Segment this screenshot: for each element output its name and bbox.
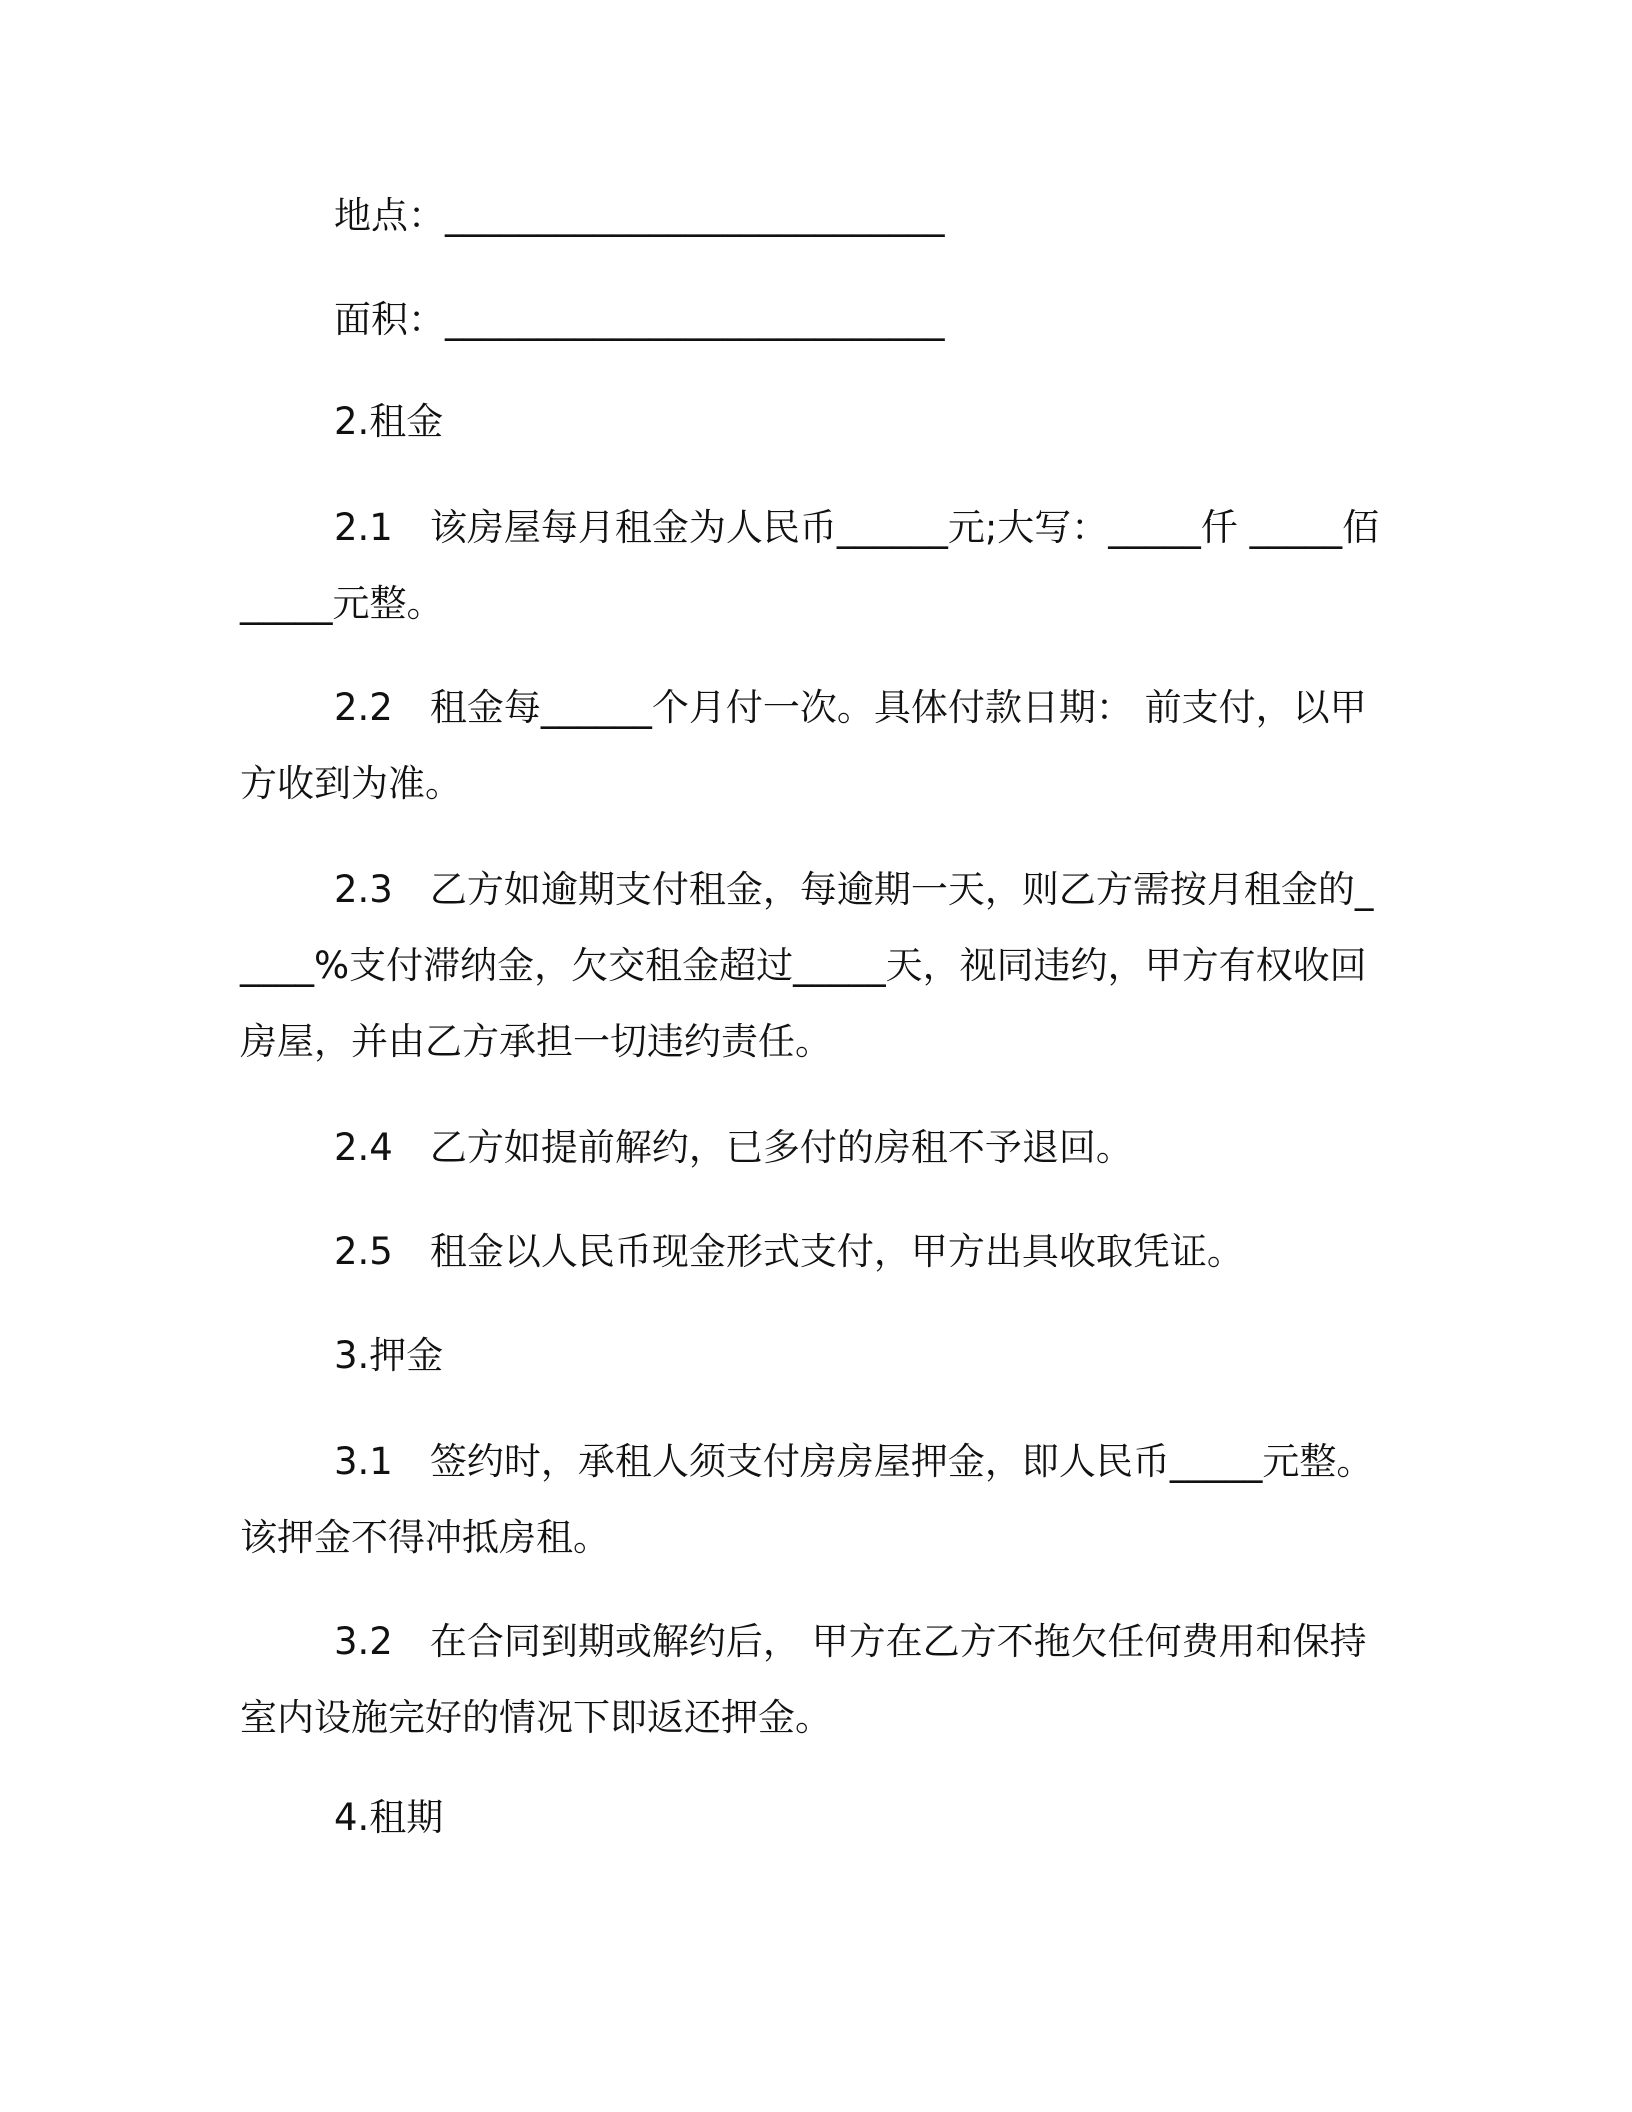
clause-3-2: 3.2 在合同到期或解约后， 甲方在乙方不拖欠任何费用和保持室内设施完好的情况下即返还押金。 (240, 1620, 1367, 1739)
section-2-title: 2.租金 (334, 400, 444, 443)
section-3-title: 3.押金 (334, 1334, 444, 1377)
clause-2-5: 2.5 租金以人民币现金形式支付，甲方出具收取凭证。 (334, 1230, 1244, 1273)
clause-2-1: 2.1 该房屋每月租金为人民币______元;大写：_____仟 _____佰 _____元整。 (240, 506, 1380, 625)
field-location: 地点：___________________________ (334, 194, 945, 237)
clause-2-4: 2.4 乙方如提前解约，已多付的房租不予退回。 (334, 1126, 1133, 1169)
clause-2-3: 2.3 乙方如逾期支付租金，每逾期一天，则乙方需按月租金的_____%支付滞纳金，欠交租金超过_____天，视同违约，甲方有权收回房屋，并由乙方承担一切违约责任。 (240, 868, 1374, 1063)
clause-3-1: 3.1 签约时，承租人须支付房房屋押金，即人民币_____元整。该押金不得冲抵房租。 (240, 1440, 1374, 1559)
field-area: 面积：___________________________ (334, 298, 945, 341)
clause-2-2: 2.2 租金每______个月付一次。具体付款日期： 前支付，以甲方收到为准。 (240, 686, 1367, 805)
section-4-title: 4.租期 (334, 1796, 444, 1839)
